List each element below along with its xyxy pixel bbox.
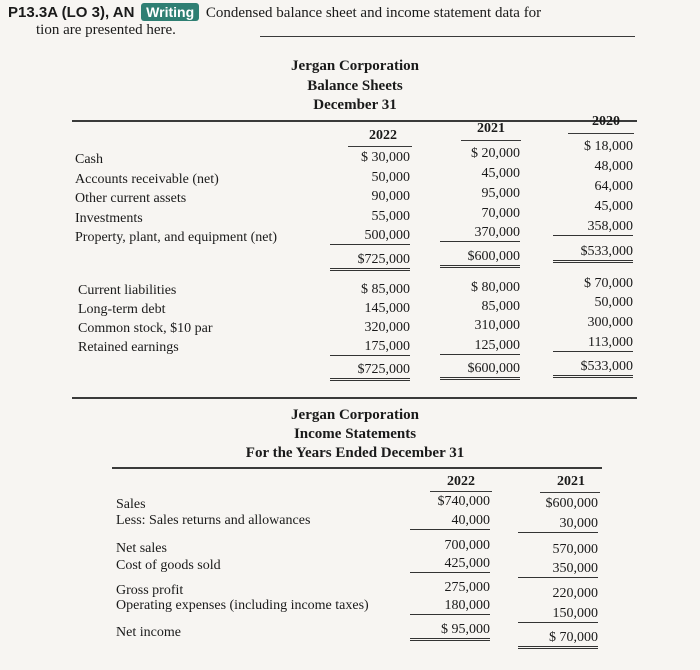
bs-year-2020: 2020 (592, 114, 620, 129)
bs-liability-label: Long-term debt (78, 302, 166, 317)
is-header-rule (112, 467, 602, 469)
bs-year-2022: 2022 (369, 128, 397, 143)
is-row-label: Cost of goods sold (116, 558, 221, 573)
bs-value: 145,000 (364, 301, 410, 316)
bs-value: 55,000 (371, 209, 410, 224)
bs-value: $ 85,000 (361, 282, 410, 297)
is-value: 570,000 (552, 542, 598, 557)
is-value: $740,000 (437, 494, 490, 509)
is-year-underline-2021 (540, 492, 600, 493)
is-period: For the Years Ended December 31 (245, 445, 465, 461)
bs-year-underline-2021 (461, 140, 521, 141)
bs-value: 113,000 (553, 335, 633, 352)
bs-value: 90,000 (371, 189, 410, 204)
bs-liability-label: Current liabilities (78, 283, 177, 298)
is-title: Income Statements (293, 426, 417, 442)
is-value: 220,000 (552, 586, 598, 601)
is-row-label: Net income (116, 625, 181, 640)
bs-value: 300,000 (587, 315, 633, 330)
bs-value: 64,000 (594, 179, 633, 194)
is-value: 275,000 (444, 580, 490, 595)
bs-value: 45,000 (481, 166, 520, 181)
is-row-label: Operating expenses (including income taxes) (116, 598, 369, 613)
section-rule (72, 397, 637, 399)
is-value: 30,000 (518, 516, 598, 533)
bs-value: $ 80,000 (471, 280, 520, 295)
bs-total-assets: $600,000 (440, 249, 520, 268)
bs-value: 310,000 (474, 318, 520, 333)
bs-title: Balance Sheets (307, 78, 403, 94)
is-value: 150,000 (518, 606, 598, 623)
problem-code: P13.3A (LO 3), AN (8, 4, 135, 21)
bs-value: 370,000 (440, 225, 520, 242)
bs-value: 95,000 (481, 186, 520, 201)
bs-value: $ 20,000 (471, 146, 520, 161)
is-net-income: $ 70,000 (518, 630, 598, 649)
bs-value: 175,000 (330, 339, 410, 356)
bs-liability-label: Common stock, $10 par (78, 321, 213, 336)
is-year-2021: 2021 (557, 474, 585, 489)
header-rule (260, 36, 635, 37)
is-row-label: Gross profit (116, 583, 184, 598)
problem-intro-continued: tion are presented here. (36, 22, 176, 38)
bs-value: 358,000 (553, 219, 633, 236)
bs-value: 85,000 (481, 299, 520, 314)
bs-value: 70,000 (481, 206, 520, 221)
bs-value: 500,000 (330, 228, 410, 245)
is-row-label: Less: Sales returns and allowances (116, 513, 311, 528)
problem-intro: Condensed balance sheet and income statement data for (205, 5, 542, 21)
bs-total-liabilities: $533,000 (553, 359, 633, 378)
is-value: 700,000 (444, 538, 490, 553)
bs-asset-label: Other current assets (75, 191, 187, 206)
bs-total-liabilities: $725,000 (330, 362, 410, 381)
bs-value: 50,000 (594, 295, 633, 310)
is-value: 425,000 (410, 556, 490, 573)
bs-value: 50,000 (371, 170, 410, 185)
is-net-income: $ 95,000 (410, 622, 490, 641)
bs-asset-label: Property, plant, and equipment (net) (75, 230, 278, 245)
is-value: 40,000 (410, 513, 490, 530)
bs-liability-label: Retained earnings (78, 340, 179, 355)
bs-year-2021: 2021 (477, 121, 505, 136)
bs-year-underline-2022 (348, 146, 412, 147)
bs-value: $ 70,000 (584, 276, 633, 291)
bs-value: 48,000 (594, 159, 633, 174)
is-value: 350,000 (518, 561, 598, 578)
writing-badge: Writing (141, 3, 199, 21)
bs-asset-label: Accounts receivable (net) (75, 172, 219, 187)
bs-total-assets: $725,000 (330, 252, 410, 271)
is-year-underline-2022 (430, 491, 492, 492)
is-company: Jergan Corporation (291, 407, 419, 423)
bs-year-underline-2020 (568, 133, 634, 134)
bs-date: December 31 (313, 97, 397, 113)
bs-total-assets: $533,000 (553, 244, 633, 263)
bs-value: $ 30,000 (361, 150, 410, 165)
bs-value: 320,000 (364, 320, 410, 335)
problem-header (8, 3, 541, 22)
bs-asset-label: Investments (75, 211, 143, 226)
bs-value: 45,000 (594, 199, 633, 214)
bs-value: 125,000 (440, 338, 520, 355)
is-year-2022: 2022 (447, 474, 475, 489)
is-row-label: Sales (116, 497, 146, 512)
bs-total-liabilities: $600,000 (440, 361, 520, 380)
bs-company: Jergan Corporation (291, 58, 419, 74)
bs-asset-label: Cash (75, 152, 103, 167)
is-value: $600,000 (545, 496, 598, 511)
is-value: 180,000 (410, 598, 490, 615)
is-row-label: Net sales (116, 541, 167, 556)
bs-value: $ 18,000 (584, 139, 633, 154)
